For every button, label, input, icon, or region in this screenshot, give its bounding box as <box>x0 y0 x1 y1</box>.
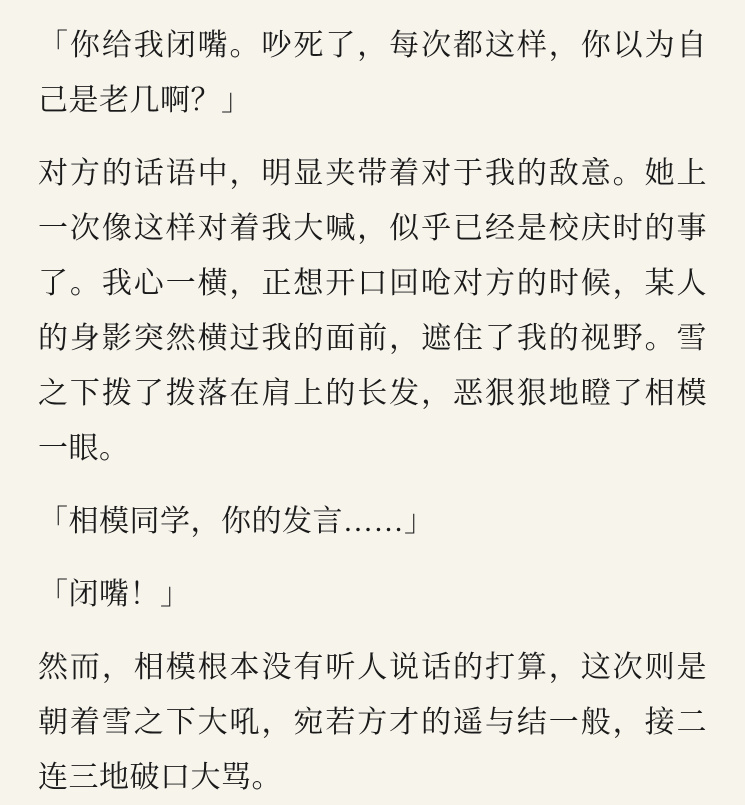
paragraph-narration-1: 对方的话语中，明显夹带着对于我的敌意。她上一次像这样对着我大喊，似乎已经是校庆时的事了。我心一横，正想开口回呛对方的时候，某人的身影突然横过我的面前，遮住了我的视野。雪之下拨了拨落在肩上的长发，恶狠狠地瞪了相模一眼。 <box>38 157 707 465</box>
paragraph-dialogue-2: 「相模同学，你的发言……」 <box>38 505 435 538</box>
paragraph-dialogue-3: 「闭嘴！」 <box>38 578 191 611</box>
paragraph-narration-2: 然而，相模根本没有听人说话的打算，这次则是朝着雪之下大吼，宛若方才的遥与结一般，接二连三地破口大骂。 <box>38 651 707 794</box>
paragraph-dialogue-1: 「你给我闭嘴。吵死了，每次都这样，你以为自己是老几啊？」 <box>38 29 707 117</box>
